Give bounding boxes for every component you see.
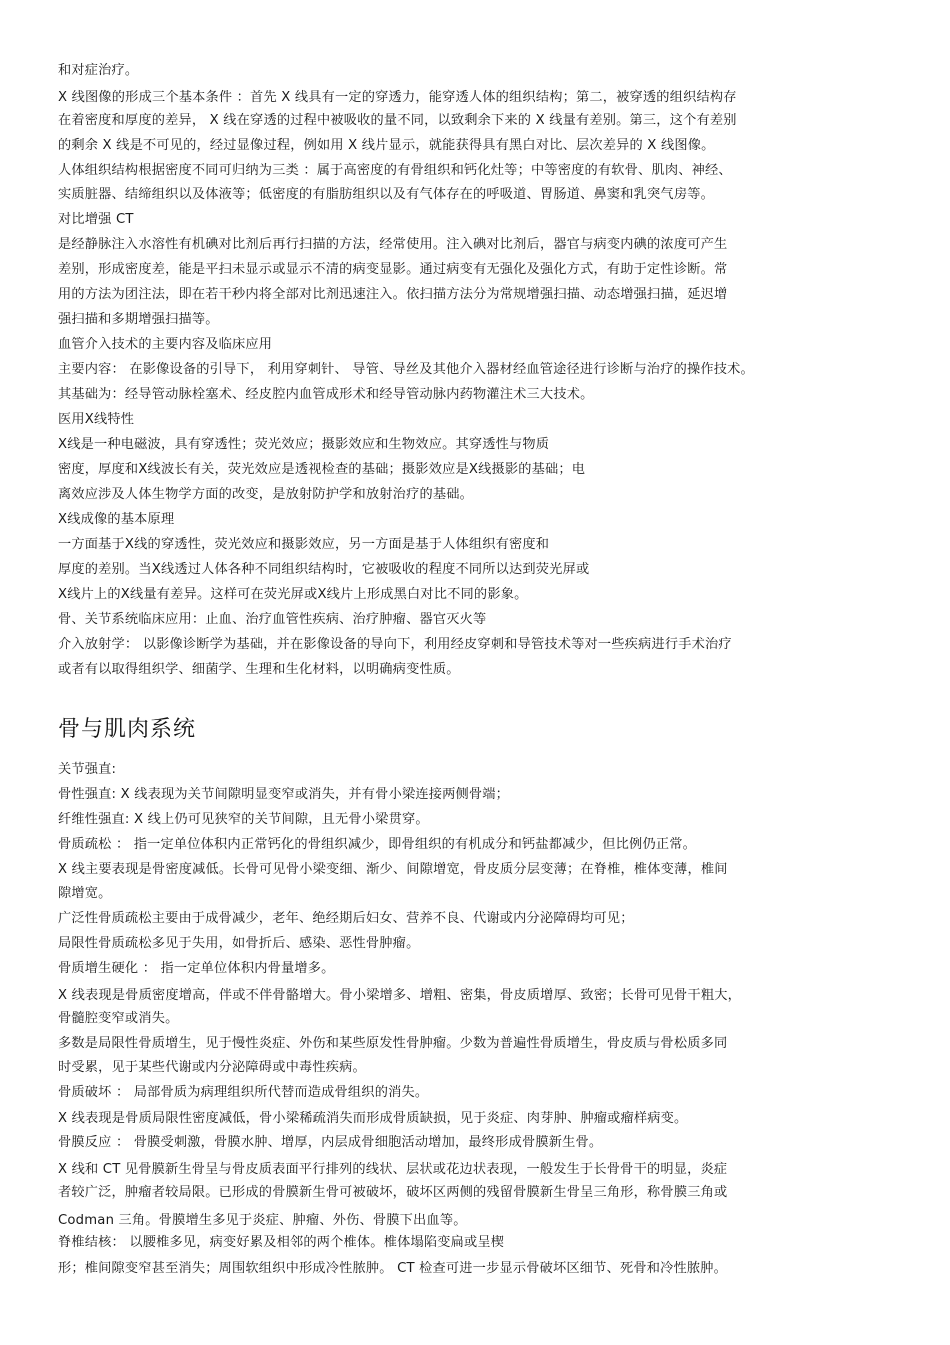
text-line: 强扫描和多期增强扫描等。 (58, 312, 219, 327)
text-line: 其基础为：经导管动脉栓塞术、经皮腔内血管成形术和经导管动脉内药物灌注术三大技术。 (58, 387, 594, 402)
text-line: 人体组织结构根据密度不同可归纳为三类 ：属于高密度的有骨组织和钙化灶等；中等密度的有软骨、肌肉、神经、 (58, 163, 732, 178)
text-line: 厚度的差别。当X线透过人体各种不同组织结构时，它被吸收的程度不同所以达到荧光屏或 (58, 562, 590, 577)
text-line: 纤维性强直: X 线上仍可见狭窄的关节间隙，且无骨小梁贯穿。 (58, 812, 429, 827)
text-line: 和对症治疗。 (58, 63, 139, 78)
heading: 血管介入技术的主要内容及临床应用 (58, 337, 273, 352)
text-line: 广泛性骨质疏松主要由于成骨减少，老年、绝经期后妇女、营养不良、代谢或内分泌障碍均可见； (58, 911, 634, 926)
text-line: Codman 三角。骨膜增生多见于炎症、肿瘤、外伤、骨膜下出血等。 (58, 1213, 467, 1228)
heading: X线成像的基本原理 (58, 512, 175, 527)
text-line: 骨、关节系统临床应用：止血、治疗血管性疾病、治疗肿瘤、器官灭火等 (58, 612, 487, 627)
section-title: 骨与肌肉系统 (58, 717, 197, 742)
text-line: X 线主要表现是骨密度减低。长骨可见骨小梁变细、渐少、间隙增宽，骨皮质分层变薄；在脊椎，椎体变薄，椎间 (58, 862, 728, 877)
text-line: 骨性强直: X 线表现为关节间隙明显变窄或消失，并有骨小梁连接两侧骨端； (58, 787, 510, 802)
text-line: 的剩余 X 线是不可见的，经过显像过程，例如用 X 线片显示，就能获得具有黑白对比、层次差异的 X 线图像。 (58, 138, 715, 153)
text-line: 离效应涉及人体生物学方面的改变，是放射防护学和放射治疗的基础。 (58, 487, 474, 502)
text-line: 用的方法为团注法，即在若干秒内将全部对比剂迅速注入。依扫描方法分为常规增强扫描、动态增强扫描，延迟增 (58, 287, 728, 302)
text-line: 实质脏器、结缔组织以及体液等；低密度的有脂肪组织以及有气体存在的呼吸道、胃肠道、鼻窦和乳突气房等。 (58, 187, 714, 202)
text-line: X 线表现是骨质局限性密度减低，骨小梁稀疏消失而形成骨质缺损，见于炎症、肉芽肿、肿瘤或瘤样病变。 (58, 1111, 688, 1126)
text-line: 时受累，见于某些代谢或内分泌障碍或中毒性疾病。 (58, 1060, 366, 1075)
text-line: 隙增宽。 (58, 886, 112, 901)
text-line: 一方面基于X线的穿透性，荧光效应和摄影效应，另一方面是基于人体组织有密度和 (58, 537, 550, 552)
heading: 医用X线特性 (58, 412, 135, 427)
text-line: 局限性骨质疏松多见于失用，如骨折后、感染、恶性骨肿瘤。 (58, 936, 420, 951)
text-line: 关节强直: (58, 762, 117, 777)
text-line: X 线表现是骨质密度增高，伴或不伴骨骼增大。骨小梁增多、增粗、密集，骨皮质增厚、致密；长骨可见骨干粗大， (58, 988, 741, 1003)
text-line: 骨髓腔变窄或消失。 (58, 1011, 179, 1026)
text-line: 骨质增生硬化 ： 指一定单位体积内骨量增多。 (58, 961, 335, 976)
text-line: 主要内容： 在影像设备的引导下， 利用穿刺针、 导管、导丝及其他介入器材经血管途径进行诊断与治疗的操作技术。 (58, 362, 754, 377)
text-line: X 线图像的形成三个基本条件 ：首先 X 线具有一定的穿透力，能穿透人体的组织结构；第二，被穿透的组织结构存 (58, 90, 737, 105)
text-line: 多数是局限性骨质增生，见于慢性炎症、外伤和某些原发性骨肿瘤。少数为普遍性骨质增生，骨皮质与骨松质多同 (58, 1036, 728, 1051)
text-line: X 线和 CT 见骨膜新生骨呈与骨皮质表面平行排列的线状、层状或花边状表现，一般发生于长骨骨干的明显，炎症 (58, 1162, 728, 1177)
text-line: 是经静脉注入水溶性有机碘对比剂后再行扫描的方法，经常使用。注入碘对比剂后，器官与病变内碘的浓度可产生 (58, 237, 728, 252)
text-line: X线是一种电磁波，具有穿透性；荧光效应；摄影效应和生物效应。其穿透性与物质 (58, 437, 550, 452)
text-line: 密度，厚度和X线波长有关，荧光效应是透视检查的基础；摄影效应是X线摄影的基础；电 (58, 462, 586, 477)
text-line: X线片上的X线量有差异。这样可在荧光屏或X线片上形成黑白对比不同的影象。 (58, 587, 528, 602)
text-line: 形；椎间隙变窄甚至消失；周围软组织中形成冷性脓肿。 CT 检查可进一步显示骨破坏区细节、死骨和冷性脓肿。 (58, 1261, 728, 1276)
text-line: 或者有以取得组织学、细菌学、生理和生化材料，以明确病变性质。 (58, 662, 460, 677)
text-line: 骨质疏松 ： 指一定单位体积内正常钙化的骨组织减少，即骨组织的有机成分和钙盐都减少，但比例仍正常。 (58, 837, 696, 852)
text-line: 脊椎结核： 以腰椎多见，病变好累及相邻的两个椎体。椎体塌陷变扁或呈楔 (58, 1235, 505, 1250)
text-line: 骨膜反应 ： 骨膜受刺激，骨膜水肿、增厚，内层成骨细胞活动增加，最终形成骨膜新生骨。 (58, 1135, 603, 1150)
text-line: 差别，形成密度差，能是平扫未显示或显示不清的病变显影。通过病变有无强化及强化方式，有助于定性诊断。常 (58, 262, 728, 277)
text-line: 者较广泛，肿瘤者较局限。已形成的骨膜新生骨可被破坏，破坏区两侧的残留骨膜新生骨呈三角形，称骨膜三角或 (58, 1185, 728, 1200)
text-line: 在着密度和厚度的差异， X 线在穿透的过程中被吸收的量不同，以致剩余下来的 X 线量有差别。第三，这个有差别 (58, 113, 737, 128)
text-line: 介入放射学： 以影像诊断学为基础，并在影像设备的导向下，利用经皮穿刺和导管技术等对一些疾病进行手术治疗 (58, 637, 732, 652)
text-line: 骨质破坏 ： 局部骨质为病理组织所代替而造成骨组织的消失。 (58, 1085, 429, 1100)
heading: 对比增强 CT (58, 212, 134, 227)
